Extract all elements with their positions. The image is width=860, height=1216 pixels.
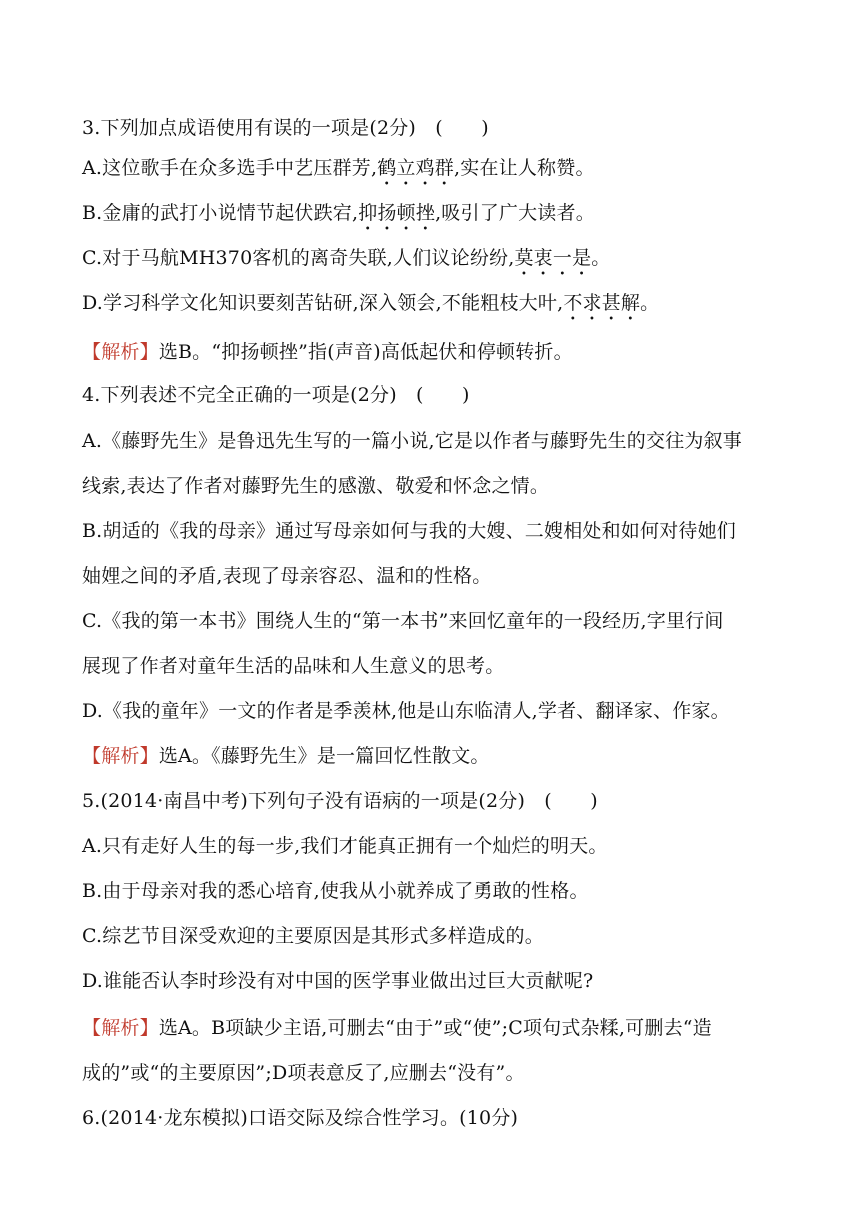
question-4-option-a-line-2: 线索,表达了作者对藤野先生的感激、敬爱和怀念之情。 xyxy=(82,475,550,497)
option-text: ,实在让人称赞。 xyxy=(454,157,595,179)
dotted-idiom: 莫衷一是 xyxy=(514,247,592,269)
question-4-option-c-line-1: C.《我的第一本书》围绕人生的“第一本书”来回忆童年的一段经历,字里行间 xyxy=(82,610,724,632)
question-5-analysis-line-2: 成的”或“的主要原因”;D项表意反了,应删去“没有”。 xyxy=(82,1062,525,1084)
option-text: 。 xyxy=(591,247,611,269)
option-text: B.金庸的武打小说情节起伏跌宕, xyxy=(82,202,359,224)
question-3-option-b xyxy=(82,201,595,235)
question-3-option-d xyxy=(82,291,659,325)
question-3-option-a xyxy=(82,156,595,190)
option-text: ,吸引了广大读者。 xyxy=(435,202,595,224)
question-5-option-b: B.由于母亲对我的悉心培育,使我从小就养成了勇敢的性格。 xyxy=(82,880,589,902)
question-3-analysis xyxy=(82,340,573,364)
question-4-option-b-line-1: B.胡适的《我的母亲》通过写母亲如何与我的大嫂、二嫂相处和如何对待她们 xyxy=(82,520,737,542)
analysis-text: 选A。《藤野先生》是一篇回忆性散文。 xyxy=(158,745,490,767)
analysis-text: 选B。“抑扬顿挫”指(声音)高低起伏和停顿转折。 xyxy=(158,341,573,363)
question-3-stem: 3.下列加点成语使用有误的一项是(2分) ( ) xyxy=(82,117,489,139)
analysis-text: 选A。B项缺少主语,可删去“由于”或“使”;C项句式杂糅,可删去“造 xyxy=(158,1017,712,1039)
dotted-idiom: 鹤立鸡群 xyxy=(377,157,455,179)
question-5-option-a: A.只有走好人生的每一步,我们才能真正拥有一个灿烂的明天。 xyxy=(82,835,608,857)
question-4-option-c-line-2: 展现了作者对童年生活的品味和人生意义的思考。 xyxy=(82,655,505,677)
option-text: D.学习科学文化知识要刻苦钻研,深入领会,不能粗枝大叶, xyxy=(82,292,564,314)
question-4-option-a-line-1: A.《藤野先生》是鲁迅先生写的一篇小说,它是以作者与藤野先生的交往为叙事 xyxy=(82,430,743,452)
option-text: C.对于马航MH370客机的离奇失联,人们议论纷纷, xyxy=(82,247,515,269)
option-text: A.这位歌手在众多选手中艺压群芳, xyxy=(82,157,378,179)
dotted-idiom: 不求甚解 xyxy=(563,292,641,314)
question-6-stem: 6.(2014·龙东模拟)口语交际及综合性学习。(10分) xyxy=(82,1107,519,1129)
question-4-analysis xyxy=(82,744,490,768)
option-text: 。 xyxy=(640,292,660,314)
dotted-idiom: 抑扬顿挫 xyxy=(358,202,436,224)
question-4-option-d: D.《我的童年》一文的作者是季羡林,他是山东临清人,学者、翻译家、作家。 xyxy=(82,700,730,722)
question-3-option-c xyxy=(82,246,611,280)
question-5-option-c: C.综艺节目深受欢迎的主要原因是其形式多样造成的。 xyxy=(82,925,544,947)
question-5-analysis-line-1 xyxy=(82,1016,712,1040)
question-5-option-d: D.谁能否认李时珍没有对中国的医学事业做出过巨大贡献呢? xyxy=(82,970,594,992)
analysis-label: 【解析】 xyxy=(82,1017,159,1039)
analysis-label: 【解析】 xyxy=(82,341,159,363)
analysis-label: 【解析】 xyxy=(82,745,159,767)
question-4-stem: 4.下列表述不完全正确的一项是(2分) ( ) xyxy=(82,384,470,406)
question-5-stem: 5.(2014·南昌中考)下列句子没有语病的一项是(2分) ( ) xyxy=(82,790,598,812)
question-4-option-b-line-2: 妯娌之间的矛盾,表现了母亲容忍、温和的性格。 xyxy=(82,565,492,587)
